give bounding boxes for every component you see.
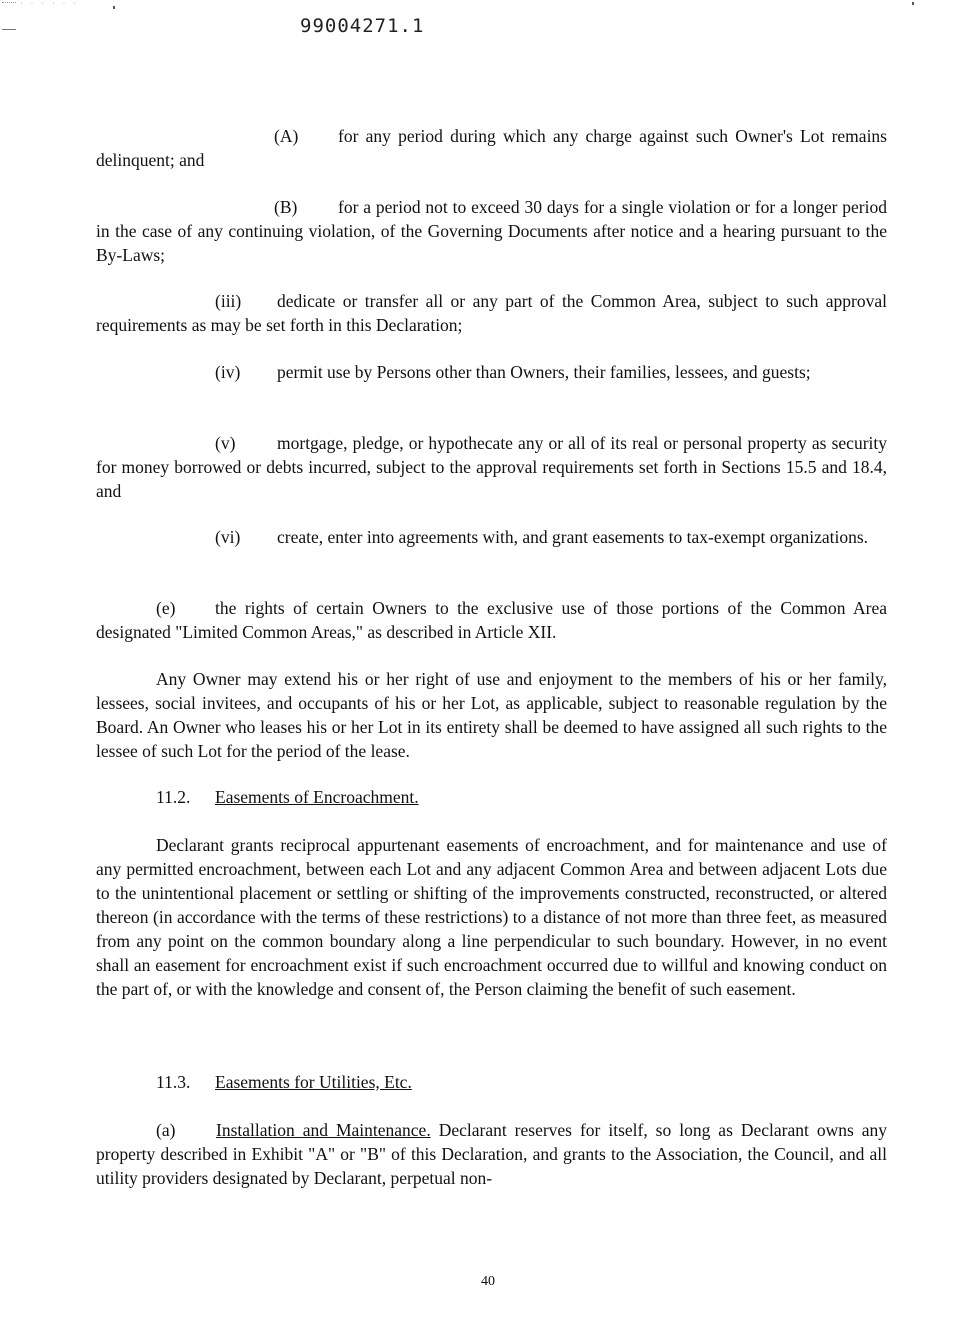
subsection-heading: Installation and Maintenance. bbox=[216, 1120, 431, 1140]
section-11-3-a bbox=[96, 1118, 887, 1190]
clause-text: for any period during which any charge against such Owner's Lot remains delinquent; and bbox=[96, 126, 887, 170]
section-11-2-body: Declarant grants reciprocal appurtenant easements of encroachment, and for maintenance and use of any permitted encroachment, between each Lot and any adjacent Common Area and between adjacent Lots due to the unintentional placement or settling or shifting of the improvements constructed, reconstructed, or altered thereon (in accordance with the terms of these restrictions) to a distance of not more than three feet, as measured from any point on the common boundary along a line perpendicular to such boundary. However, in no event shall an easement for encroachment exist if such encroachment occurred due to willful and knowing conduct on the part of, or with the knowledge and consent of, the Person claiming the benefit of such easement. bbox=[96, 835, 887, 999]
clause-text: permit use by Persons other than Owners, their families, lessees, and guests; bbox=[277, 362, 811, 382]
clause-label: (A) bbox=[274, 126, 299, 146]
clause-v bbox=[96, 431, 887, 503]
clause-label: (iii) bbox=[215, 291, 242, 311]
section-11-2-heading bbox=[96, 785, 887, 809]
subsection-text: Declarant reserves for itself, so long as Declarant owns any property described in Exhibit "A" or "B" of this Declaration, and grants to the Association, the Council, and all utility providers designated by Declarant, perpetual non- bbox=[96, 1120, 888, 1188]
clause-text: the rights of certain Owners to the exclusive use of those portions of the Common Area designated "Limited Common Areas," as described in Article XII. bbox=[96, 598, 887, 642]
clause-text: dedicate or transfer all or any part of the Common Area, subject to such approval requirements as may be set forth in this Declaration; bbox=[96, 291, 887, 335]
clause-label: (iv) bbox=[215, 362, 241, 382]
clause-iv bbox=[96, 360, 887, 384]
clause-B bbox=[96, 195, 887, 267]
clause-label: (vi) bbox=[215, 527, 241, 547]
scan-tick-mark bbox=[912, 2, 914, 5]
scan-corner-dots: · · · · · · bbox=[20, 0, 79, 8]
document-number: 99004271.1 bbox=[300, 15, 425, 37]
clause-A bbox=[96, 124, 887, 172]
scan-tick-mark bbox=[113, 6, 115, 9]
subsection-label: (a) bbox=[156, 1120, 176, 1140]
clause-label: (v) bbox=[215, 433, 236, 453]
clause-iii bbox=[96, 289, 887, 337]
section-11-3-heading bbox=[96, 1070, 887, 1094]
clause-label: (B) bbox=[274, 197, 298, 217]
section-number: 11.2. bbox=[156, 787, 191, 807]
any-owner-paragraph: Any Owner may extend his or her right of use and enjoyment to the members of his or her family, lessees, social invitees, and occupants of his or her Lot, as applicable, subject to reasonable regulation by the Board. An Owner who leases his or her Lot in its entirety shall be deemed to have assigned all such rights to the lessee of such Lot for the period of the lease. bbox=[96, 669, 887, 761]
clause-vi bbox=[96, 525, 887, 549]
section-number: 11.3. bbox=[156, 1072, 191, 1092]
clause-label: (e) bbox=[156, 598, 176, 618]
clause-e bbox=[96, 596, 887, 644]
clause-text: create, enter into agreements with, and grant easements to tax-exempt organizations. bbox=[277, 527, 869, 547]
clause-text: mortgage, pledge, or hypothecate any or all of its real or personal property as security for money borrowed or debts incurred, subject to the approval requirements set forth in Sections 15.5 and 18.4, and bbox=[96, 433, 887, 501]
scan-corner-mark bbox=[2, 2, 16, 30]
page-number: 40 bbox=[481, 1274, 495, 1289]
clause-text: for a period not to exceed 30 days for a single violation or for a longer period in the case of any continuing violation, of the Governing Documents after notice and a hearing pursuant to the By-Laws; bbox=[96, 197, 887, 265]
section-title: Easements for Utilities, Etc. bbox=[215, 1072, 412, 1092]
section-title: Easements of Encroachment. bbox=[215, 787, 419, 807]
